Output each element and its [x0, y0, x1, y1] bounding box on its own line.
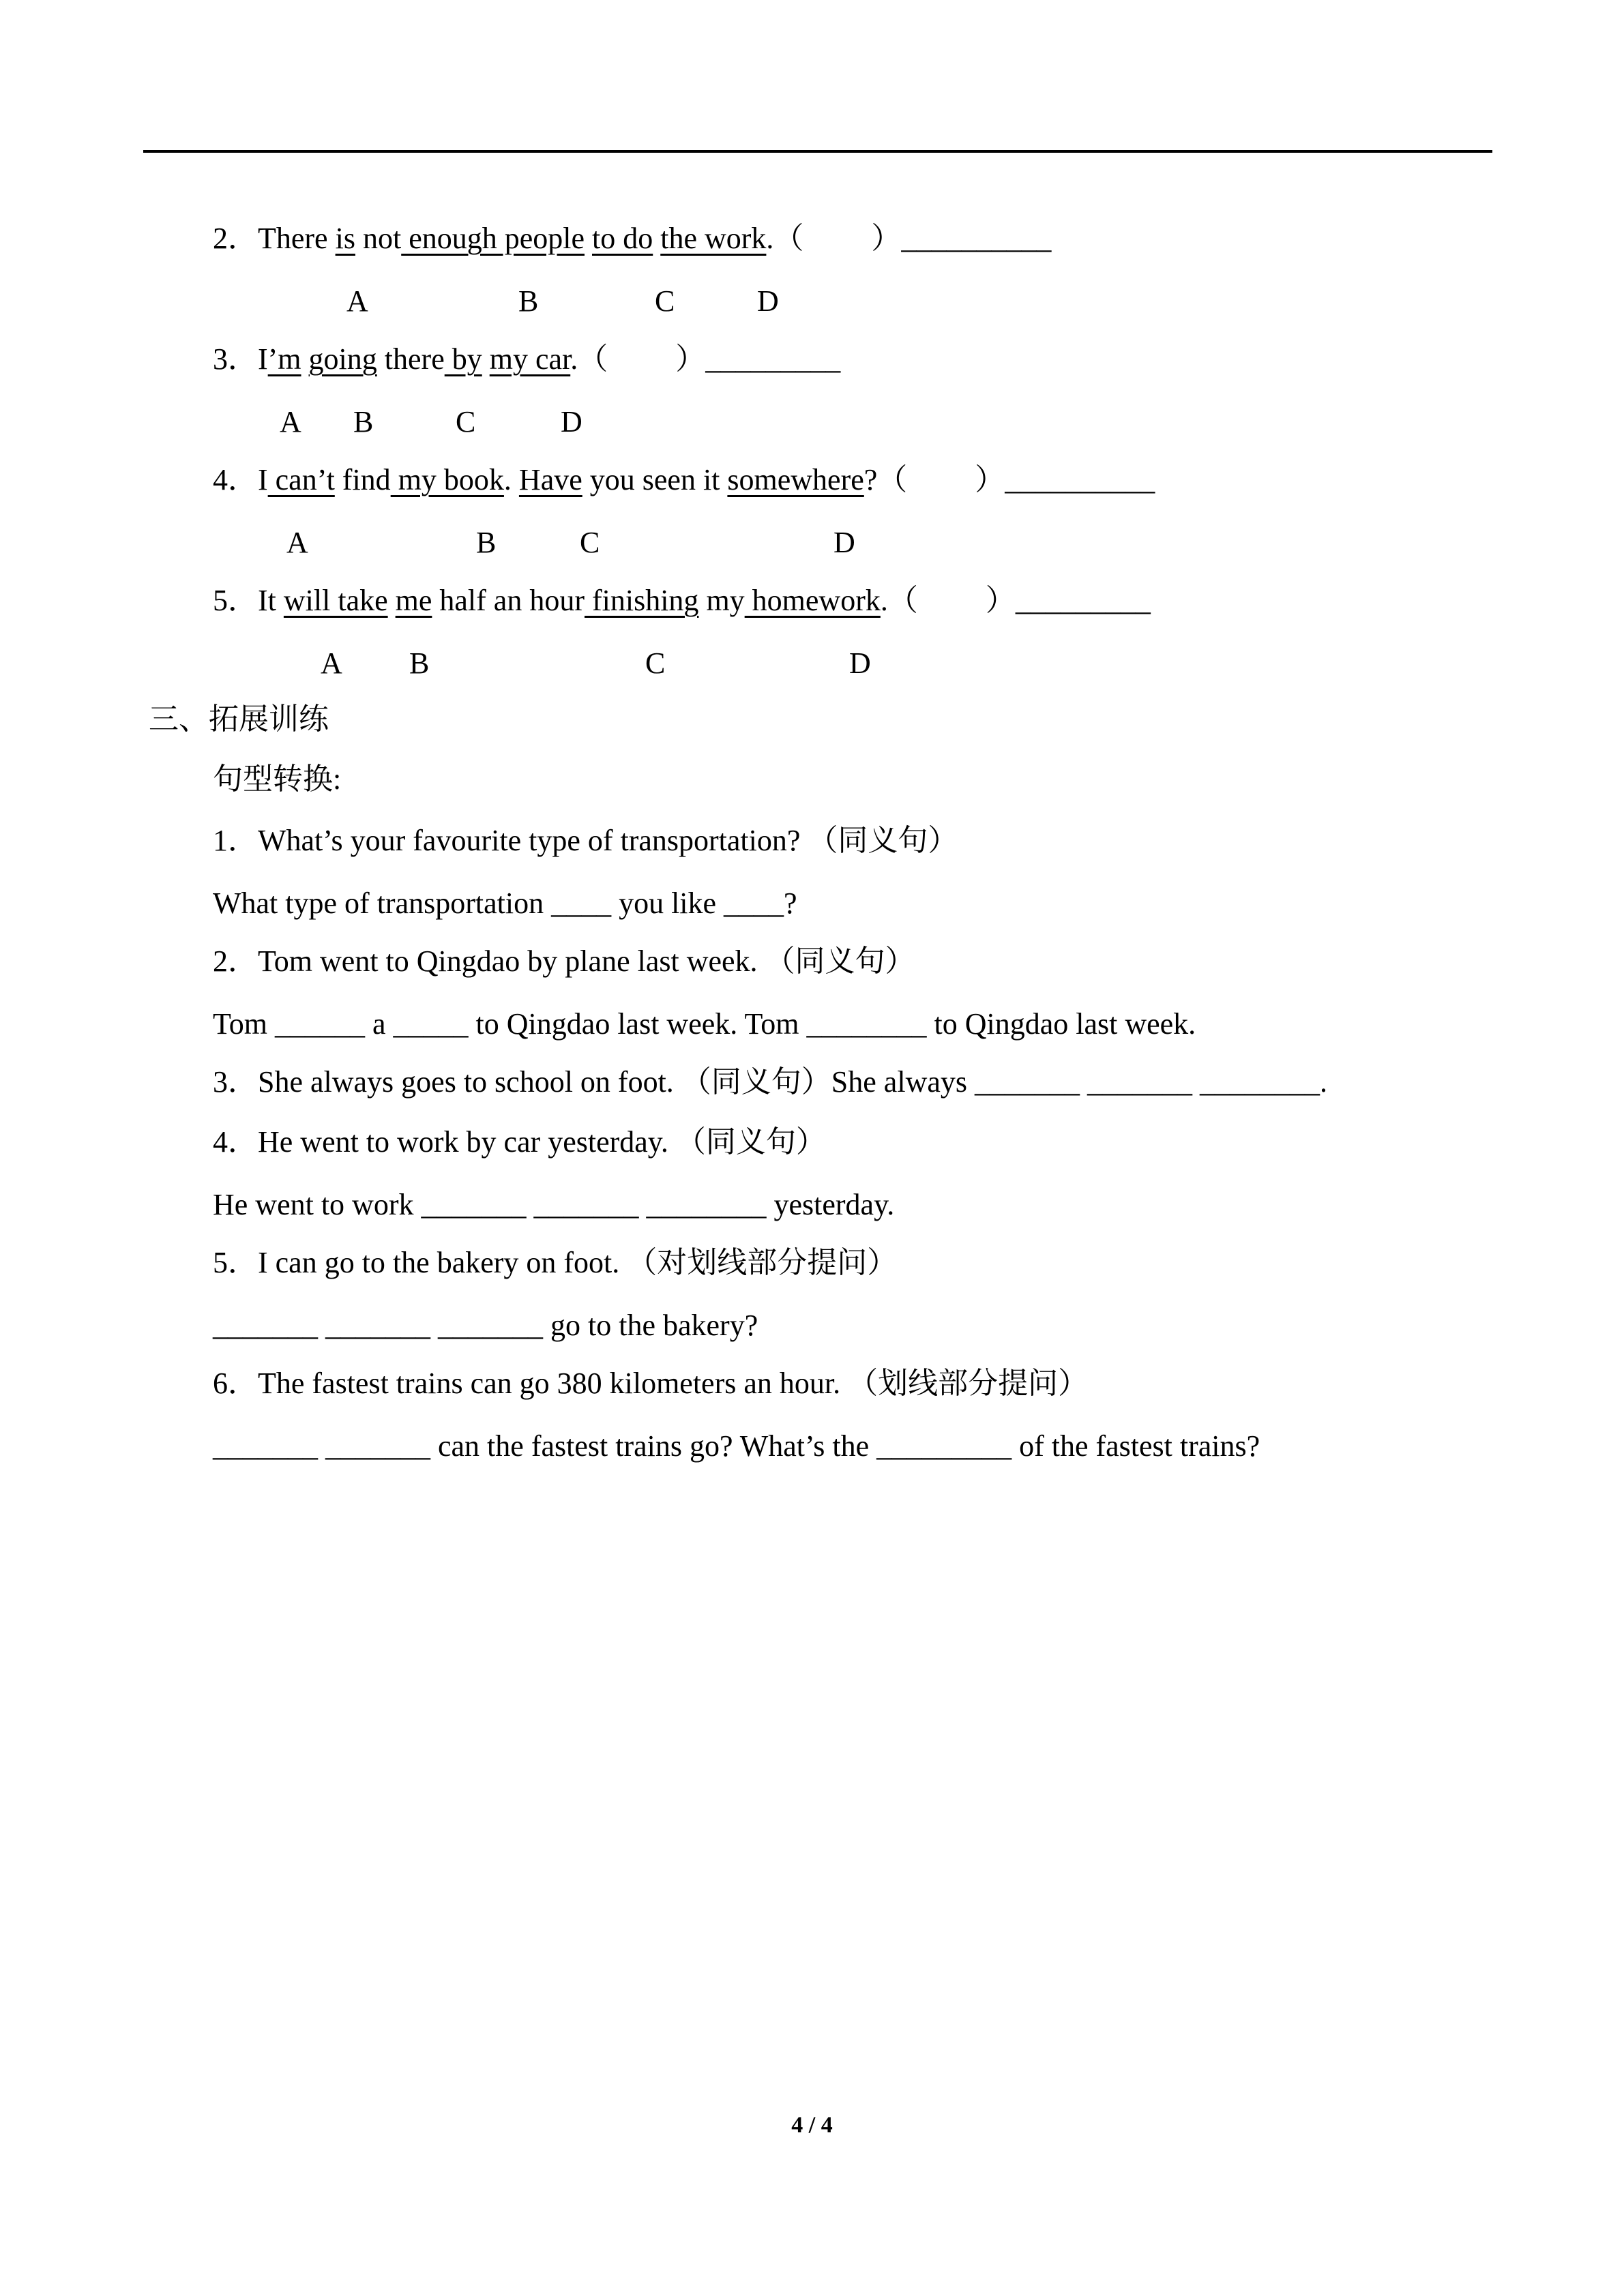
sentence-segment — [653, 222, 660, 255]
sentence-segment — [388, 584, 396, 617]
transform-2-answer: Tom ______ a _____ to Qingdao last week. Tom ________ to Qingdao last week. — [213, 1007, 1196, 1041]
option-letter-a: A — [280, 405, 301, 438]
option-letter-a: A — [321, 646, 342, 680]
item-number: 3． — [213, 342, 258, 376]
transform-5-answer: _______ _______ _______ go to the bakery? — [213, 1309, 758, 1342]
underlined-segment: my book — [390, 463, 504, 496]
option-letter-a: A — [286, 526, 308, 559]
transform-3-question: 3．She always goes to school on foot. （同义句）She always _______ _______ ________. — [213, 1065, 1327, 1099]
sentence-segment — [482, 342, 490, 376]
sentence-segment: I — [258, 342, 268, 376]
transform-5-question: 5．I can go to the bakery on foot. （对划线部分提问） — [213, 1246, 898, 1279]
option-letter-b: B — [353, 405, 374, 438]
error-item-5 — [213, 586, 1151, 616]
transform-1-answer: What type of transportation ____ you like ____? — [213, 886, 797, 920]
underlined-segment: somewhere — [727, 463, 864, 496]
sentence-segment: ?（ ）__________ — [863, 463, 1155, 496]
underlined-segment: Have — [518, 463, 582, 496]
option-letter-b: B — [409, 646, 430, 680]
section-heading: 三、拓展训练 — [149, 702, 329, 736]
option-letter-d: D — [849, 646, 871, 680]
option-letter-d: D — [757, 284, 779, 318]
sentence-segment: .（ ）_________ — [880, 584, 1151, 617]
sentence-segment: . — [503, 463, 519, 496]
sentence-segment: It — [258, 584, 284, 617]
sentence-segment: .（ ）_________ — [570, 342, 841, 376]
underlined-segment: to do — [592, 222, 653, 255]
sentence-segment: .（ ）__________ — [766, 222, 1052, 255]
sentence-segment — [301, 342, 309, 376]
error-item-2 — [213, 224, 1051, 254]
error-item-4 — [213, 465, 1155, 495]
transform-6-question: 6．The fastest trains can go 380 kilometers an hour. （划线部分提问） — [213, 1367, 1089, 1400]
sentence-segment — [585, 222, 592, 255]
underlined-segment: going — [308, 342, 377, 376]
transform-2-question: 2．Tom went to Qingdao by plane last week. （同义句） — [213, 944, 915, 978]
item-number: 5． — [213, 584, 258, 617]
underlined-segment: homework — [744, 584, 881, 617]
underlined-segment: is — [335, 222, 355, 255]
underlined-segment: me — [395, 584, 432, 617]
option-letter-d: D — [561, 405, 582, 438]
option-letter-c: C — [645, 646, 666, 680]
sentence-segment: There — [258, 222, 336, 255]
option-letter-c: C — [580, 526, 600, 559]
item-number: 2． — [213, 222, 258, 255]
item-number: 4． — [213, 463, 258, 496]
sentence-segment: not — [355, 222, 402, 255]
underlined-segment: my car — [489, 342, 571, 376]
sentence-segment: you seen it — [582, 463, 728, 496]
option-letter-b: B — [476, 526, 497, 559]
error-item-3 — [213, 344, 840, 374]
option-letter-b: B — [518, 284, 539, 318]
underlined-segment: ’m — [267, 342, 301, 376]
underlined-segment: the work — [660, 222, 767, 255]
sentence-segment: my — [698, 584, 745, 617]
option-letter-a: A — [346, 284, 368, 318]
transform-6-answer: _______ _______ can the fastest trains go? What’s the _________ of the fastest trains? — [213, 1429, 1260, 1463]
sentence-segment: I — [258, 463, 268, 496]
underlined-segment: will take — [283, 584, 388, 617]
underlined-segment: finishing — [584, 584, 699, 617]
sentence-segment: find — [334, 463, 391, 496]
option-letter-c: C — [456, 405, 476, 438]
sentence-segment: half an hour — [432, 584, 585, 617]
page-number: 4 / 4 — [791, 2113, 833, 2138]
transform-1-question: 1．What’s your favourite type of transportation? （同义句） — [213, 824, 958, 857]
option-letter-c: C — [655, 284, 675, 318]
sentence-segment: there — [377, 342, 445, 376]
underlined-segment: enough people — [401, 222, 585, 255]
transform-4-answer: He went to work _______ _______ ________ yesterday. — [213, 1188, 895, 1221]
underlined-segment: by — [444, 342, 482, 376]
option-letter-d: D — [833, 526, 855, 559]
section-subheading: 句型转换: — [213, 762, 342, 796]
header-rule — [143, 150, 1492, 153]
transform-4-question: 4．He went to work by car yesterday. （同义句） — [213, 1125, 826, 1159]
underlined-segment: can’t — [267, 463, 335, 496]
